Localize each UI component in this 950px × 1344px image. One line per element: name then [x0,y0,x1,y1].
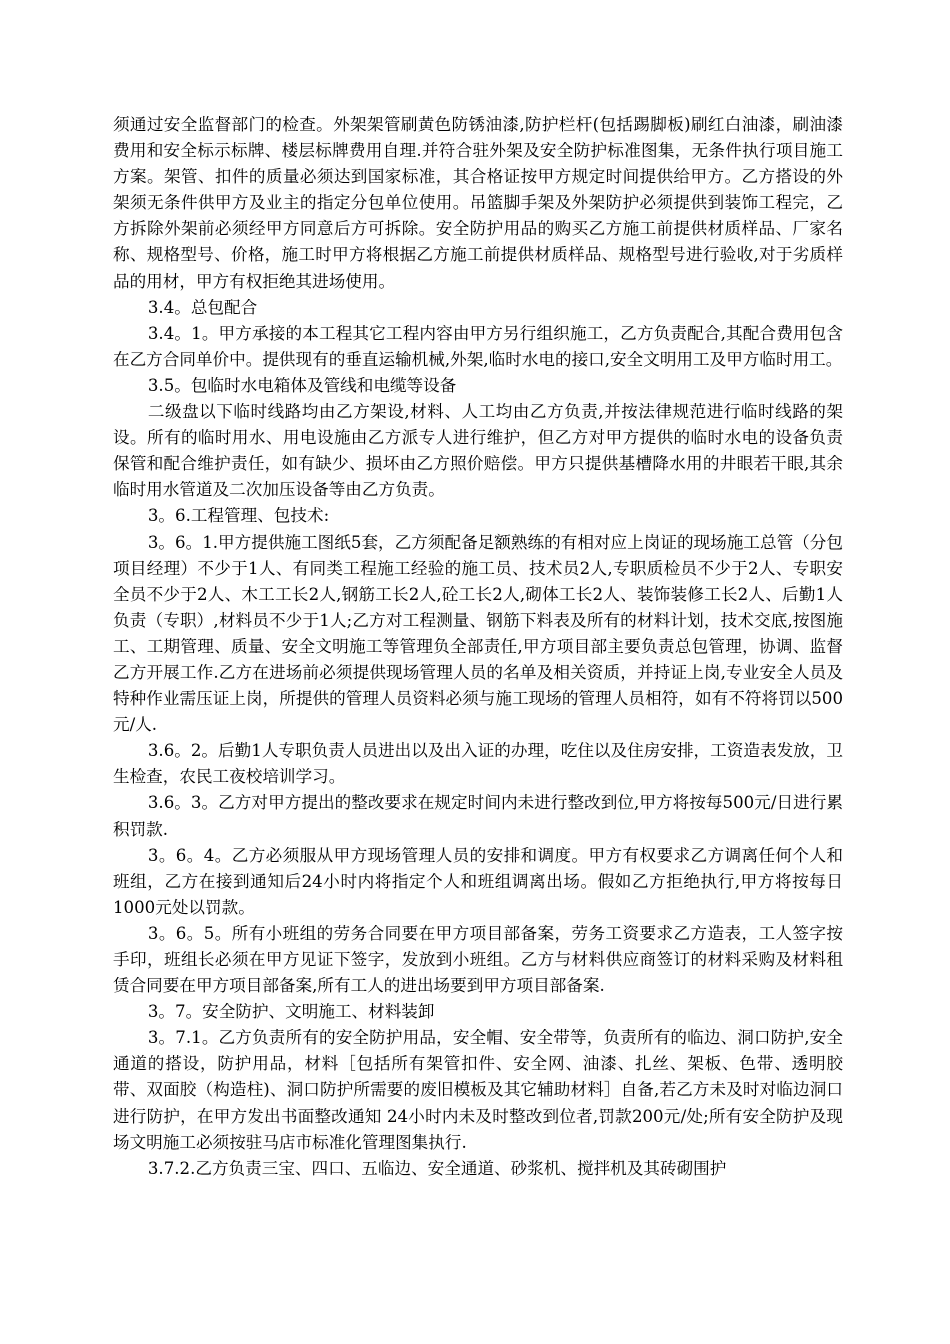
paragraph-3-4-1: 3.4。1。甲方承接的本工程其它工程内容由甲方另行组织施工，乙方负责配合,其配合费用包含在乙方合同单价中。提供现有的垂直运输机械,外架,临时水电的接口,安全文明用工及甲方临时用工。 [113,323,843,369]
paragraph-3-6-4: 3。6。4。乙方必须服从甲方现场管理人员的安排和调度。甲方有权要求乙方调离任何个人和班组，乙方在接到通知后24小时内将指定个人和班组调离出场。假如乙方拒绝执行,甲方将按每日1000元处以罚款。 [113,845,843,917]
heading-3-5-temporary-utilities: 3.5。包临时水电箱体及管线和电缆等设备 [147,375,457,395]
paragraph-safety-inspection: 须通过安全监督部门的检查。外架架管刷黄色防锈油漆,防护栏杆(包括踢脚板)刷红白油漆，刷油漆费用和安全标示标牌、楼层标牌费用自理.并符合驻外架及安全防护标准图集，无条件执行项目施工方案。架管、扣件的质量必须达到国家标准，其合格证按甲方规定时间提供给甲方。乙方搭设的外架须无条件供甲方及业主的指定分包单位使用。吊篮脚手架及外架防护必须提供到装饰工程完，乙方拆除外架前必须经甲方同意后方可拆除。安全防护用品的购买乙方施工前提供材质样品、厂家名称、规格型号、价格，施工时甲方将根据乙方施工前提供材质样品、规格型号进行验收,对于劣质样品的用材，甲方有权拒绝其进场使用。 [113,115,843,291]
document-body [113,112,843,1182]
heading-3-4-general-contract-coordination: 3.4。总包配合 [147,297,258,317]
paragraph-3-6-5: 3。6。5。所有小班组的劳务合同要在甲方项目部备案，劳务工资要求乙方造表，工人签字按手印，班组长必须在甲方见证下签字，发放到小班组。乙方与材料供应商签订的材料采购及材料租赁合同要在甲方项目部备案,所有工人的进出场要到甲方项目部备案. [113,923,843,996]
paragraph-temporary-lines: 二级盘以下临时线路均由乙方架设,材料、人工均由乙方负责,并按法律规范进行临时线路的架设。所有的临时用水、用电设施由乙方派专人进行维护，但乙方对甲方提供的临时水电的设备负责保管和配合维护责任，如有缺少、损坏由乙方照价赔偿。甲方只提供基槽降水用的井眼若干眼,其余临时用水管道及二次加压设备等由乙方负责。 [113,402,843,500]
heading-3-6-project-management: 3。6.工程管理、包技术: [147,506,330,526]
paragraph-3-6-1: 3。6。1.甲方提供施工图纸5套，乙方须配备足额熟练的有相对应上岗证的现场施工总管（分包项目经理）不少于1人、有同类工程施工经验的施工员、技术员2人,专职质检员不少于2人、专职安全员不少于2人、木工工长2人,钢筋工长2人,砼工长2人,砌体工长2人、装饰装修工长2人、后勤1人负责（专职）,材料员不少于1人;乙方对工程测量、钢筋下料表及所有的材料计划，技术交底,按图施工、工期管理、质量、安全文明施工等管理负全部责任,甲方项目部主要负责总包管理，协调、监督乙方开展工作.乙方在进场前必须提供现场管理人员的名单及相关资质，并持证上岗,专业安全人员及特种作业需压证上岗，所提供的管理人员资料必须与施工现场的管理人员相符，如有不符将罚以500元/人. [113,532,843,735]
paragraph-3-7-2: 3.7.2.乙方负责三宝、四口、五临边、安全通道、砂浆机、搅拌机及其砖砌围护 [147,1158,727,1178]
paragraph-3-6-3: 3.6。3。乙方对甲方提出的整改要求在规定时间内未进行整改到位,甲方将按每500元/日进行累积罚款. [113,793,843,839]
heading-3-7-safety-protection: 3。7。安全防护、文明施工、材料装卸 [147,1002,435,1022]
paragraph-3-6-2: 3.6。2。后勤1人专职负责人员进出以及出入证的办理，吃住以及住房安排，工资造表发放，卫生检查，农民工夜校培训学习。 [113,741,843,787]
paragraph-3-7-1: 3。7.1。乙方负责所有的安全防护用品，安全帽、安全带等，负责所有的临边、洞口防护,安全通道的搭设，防护用品，材料［包括所有架管扣件、安全网、油漆、扎丝、架板、色带、透明胶带、双面胶（构造柱)、洞口防护所需要的废旧模板及其它辅助材料］自备,若乙方未及时对临边洞口进行防护，在甲方发出书面整改通知 24小时内未及时整改到位者,罚款200元/处;所有安全防护及现场文明施工必须按驻马店市标准化管理图集执行. [113,1028,843,1152]
